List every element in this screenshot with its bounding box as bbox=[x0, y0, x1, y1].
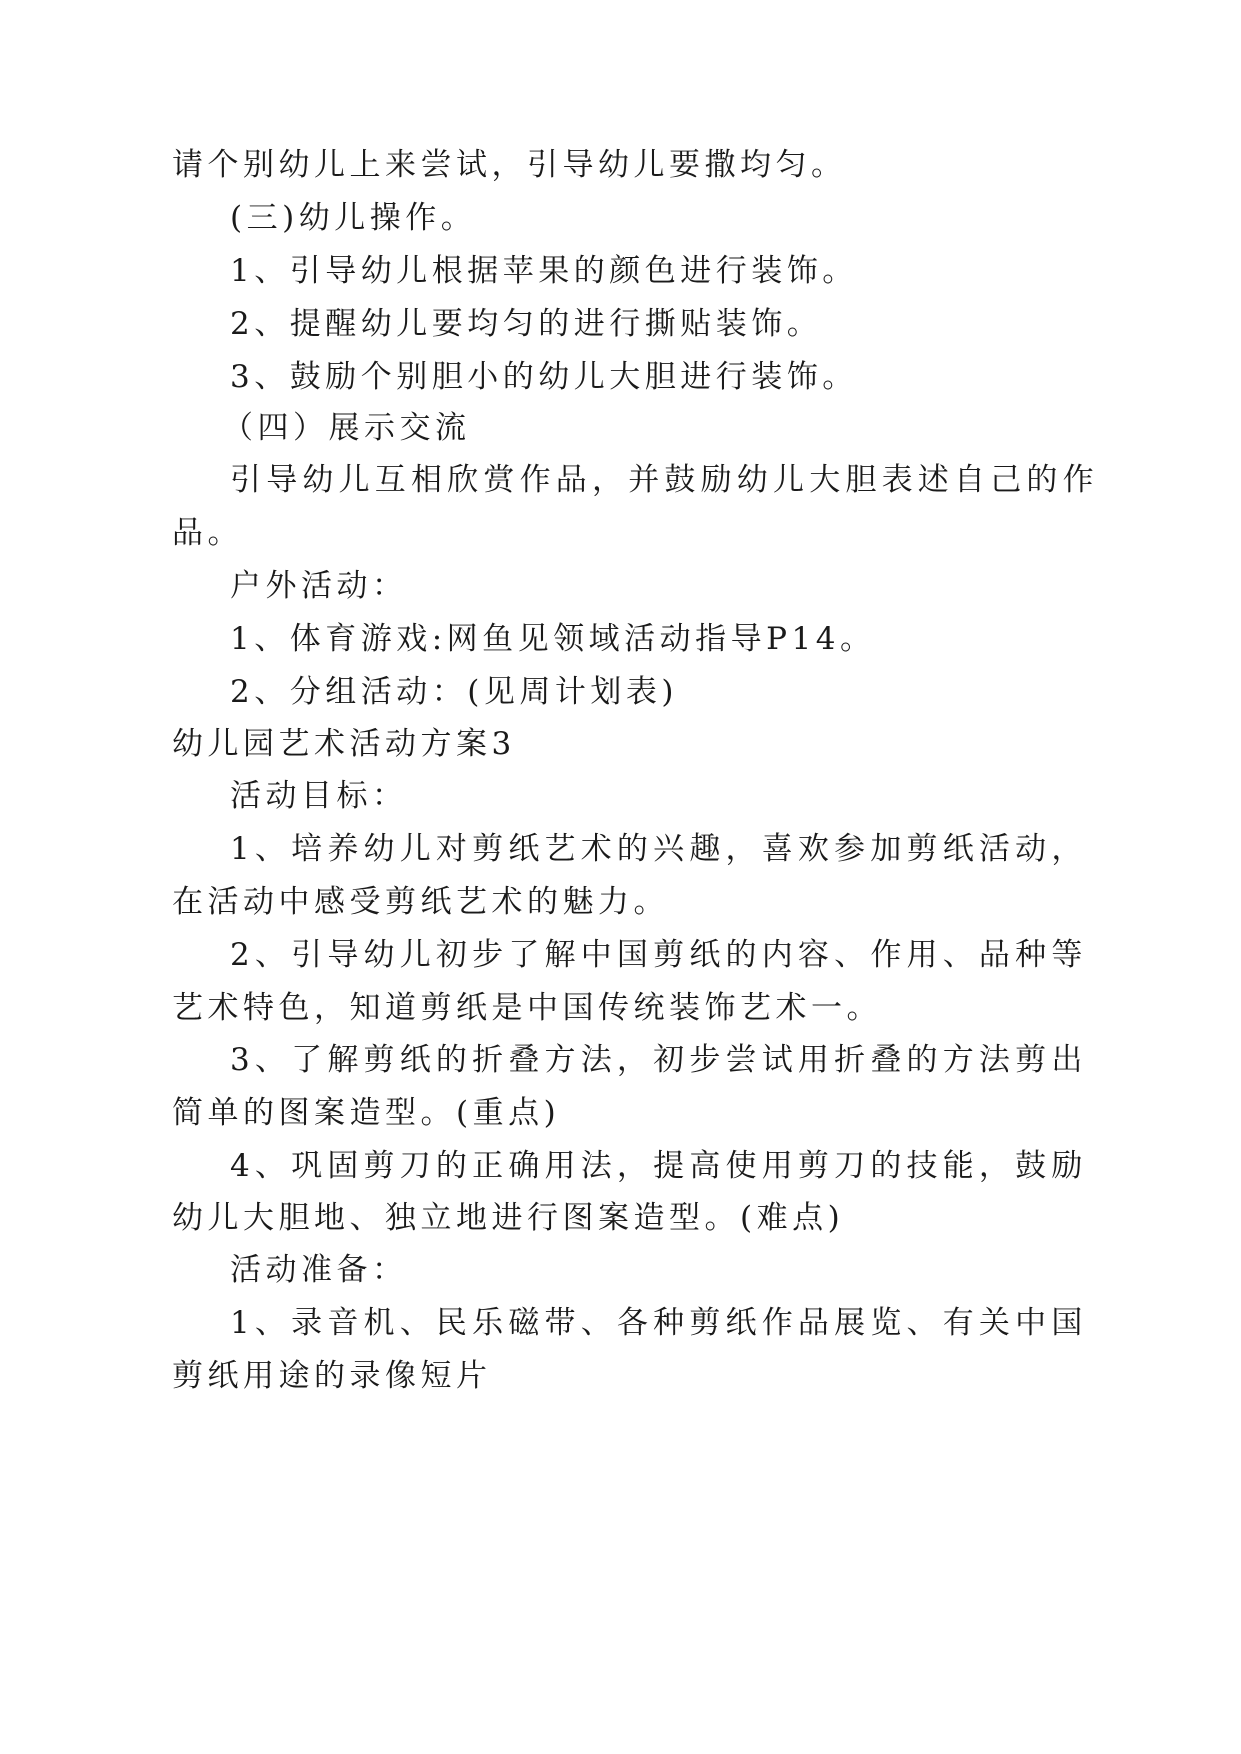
list-item: 3、鼓励个别胆小的幼儿大胆进行装饰。 bbox=[230, 359, 858, 395]
text-line: 简单的图案造型。(重点) bbox=[172, 1095, 561, 1131]
list-item: 4、巩固剪刀的正确用法，提高使用剪刀的技能，鼓励 bbox=[230, 1148, 1088, 1184]
list-item: 1、引导幼儿根据苹果的颜色进行装饰。 bbox=[230, 253, 858, 289]
section-heading: （四）展示交流 bbox=[222, 410, 471, 446]
text-line: 剪纸用途的录像短片 bbox=[172, 1358, 492, 1394]
text-line: 幼儿大胆地、独立地进行图案造型。(难点) bbox=[172, 1200, 845, 1236]
text-line: 品。 bbox=[172, 515, 243, 551]
text-line: 艺术特色，知道剪纸是中国传统装饰艺术一。 bbox=[172, 990, 882, 1026]
list-item: 1、录音机、民乐磁带、各种剪纸作品展览、有关中国 bbox=[230, 1305, 1088, 1341]
text-line: 在活动中感受剪纸艺术的魅力。 bbox=[172, 884, 669, 920]
section-heading: (三)幼儿操作。 bbox=[230, 200, 477, 236]
list-item: 1、培养幼儿对剪纸艺术的兴趣，喜欢参加剪纸活动， bbox=[230, 831, 1088, 867]
section-heading: 户外活动： bbox=[230, 568, 408, 604]
document-title: 幼儿园艺术活动方案3 bbox=[172, 726, 516, 762]
list-item: 2、引导幼儿初步了解中国剪纸的内容、作用、品种等 bbox=[230, 937, 1088, 973]
list-item: 3、了解剪纸的折叠方法，初步尝试用折叠的方法剪出 bbox=[230, 1042, 1088, 1078]
list-item: 2、提醒幼儿要均匀的进行撕贴装饰。 bbox=[230, 306, 823, 342]
list-item: 2、分组活动：(见周计划表) bbox=[230, 674, 678, 710]
text-line: 引导幼儿互相欣赏作品，并鼓励幼儿大胆表述自己的作 bbox=[230, 462, 1099, 498]
text-line: 请个别幼儿上来尝试，引导幼儿要撒均匀。 bbox=[172, 147, 847, 183]
section-heading: 活动目标： bbox=[230, 778, 408, 814]
list-item: 1、体育游戏:网鱼见领域活动指导P14。 bbox=[230, 621, 876, 657]
section-heading: 活动准备： bbox=[230, 1252, 408, 1288]
